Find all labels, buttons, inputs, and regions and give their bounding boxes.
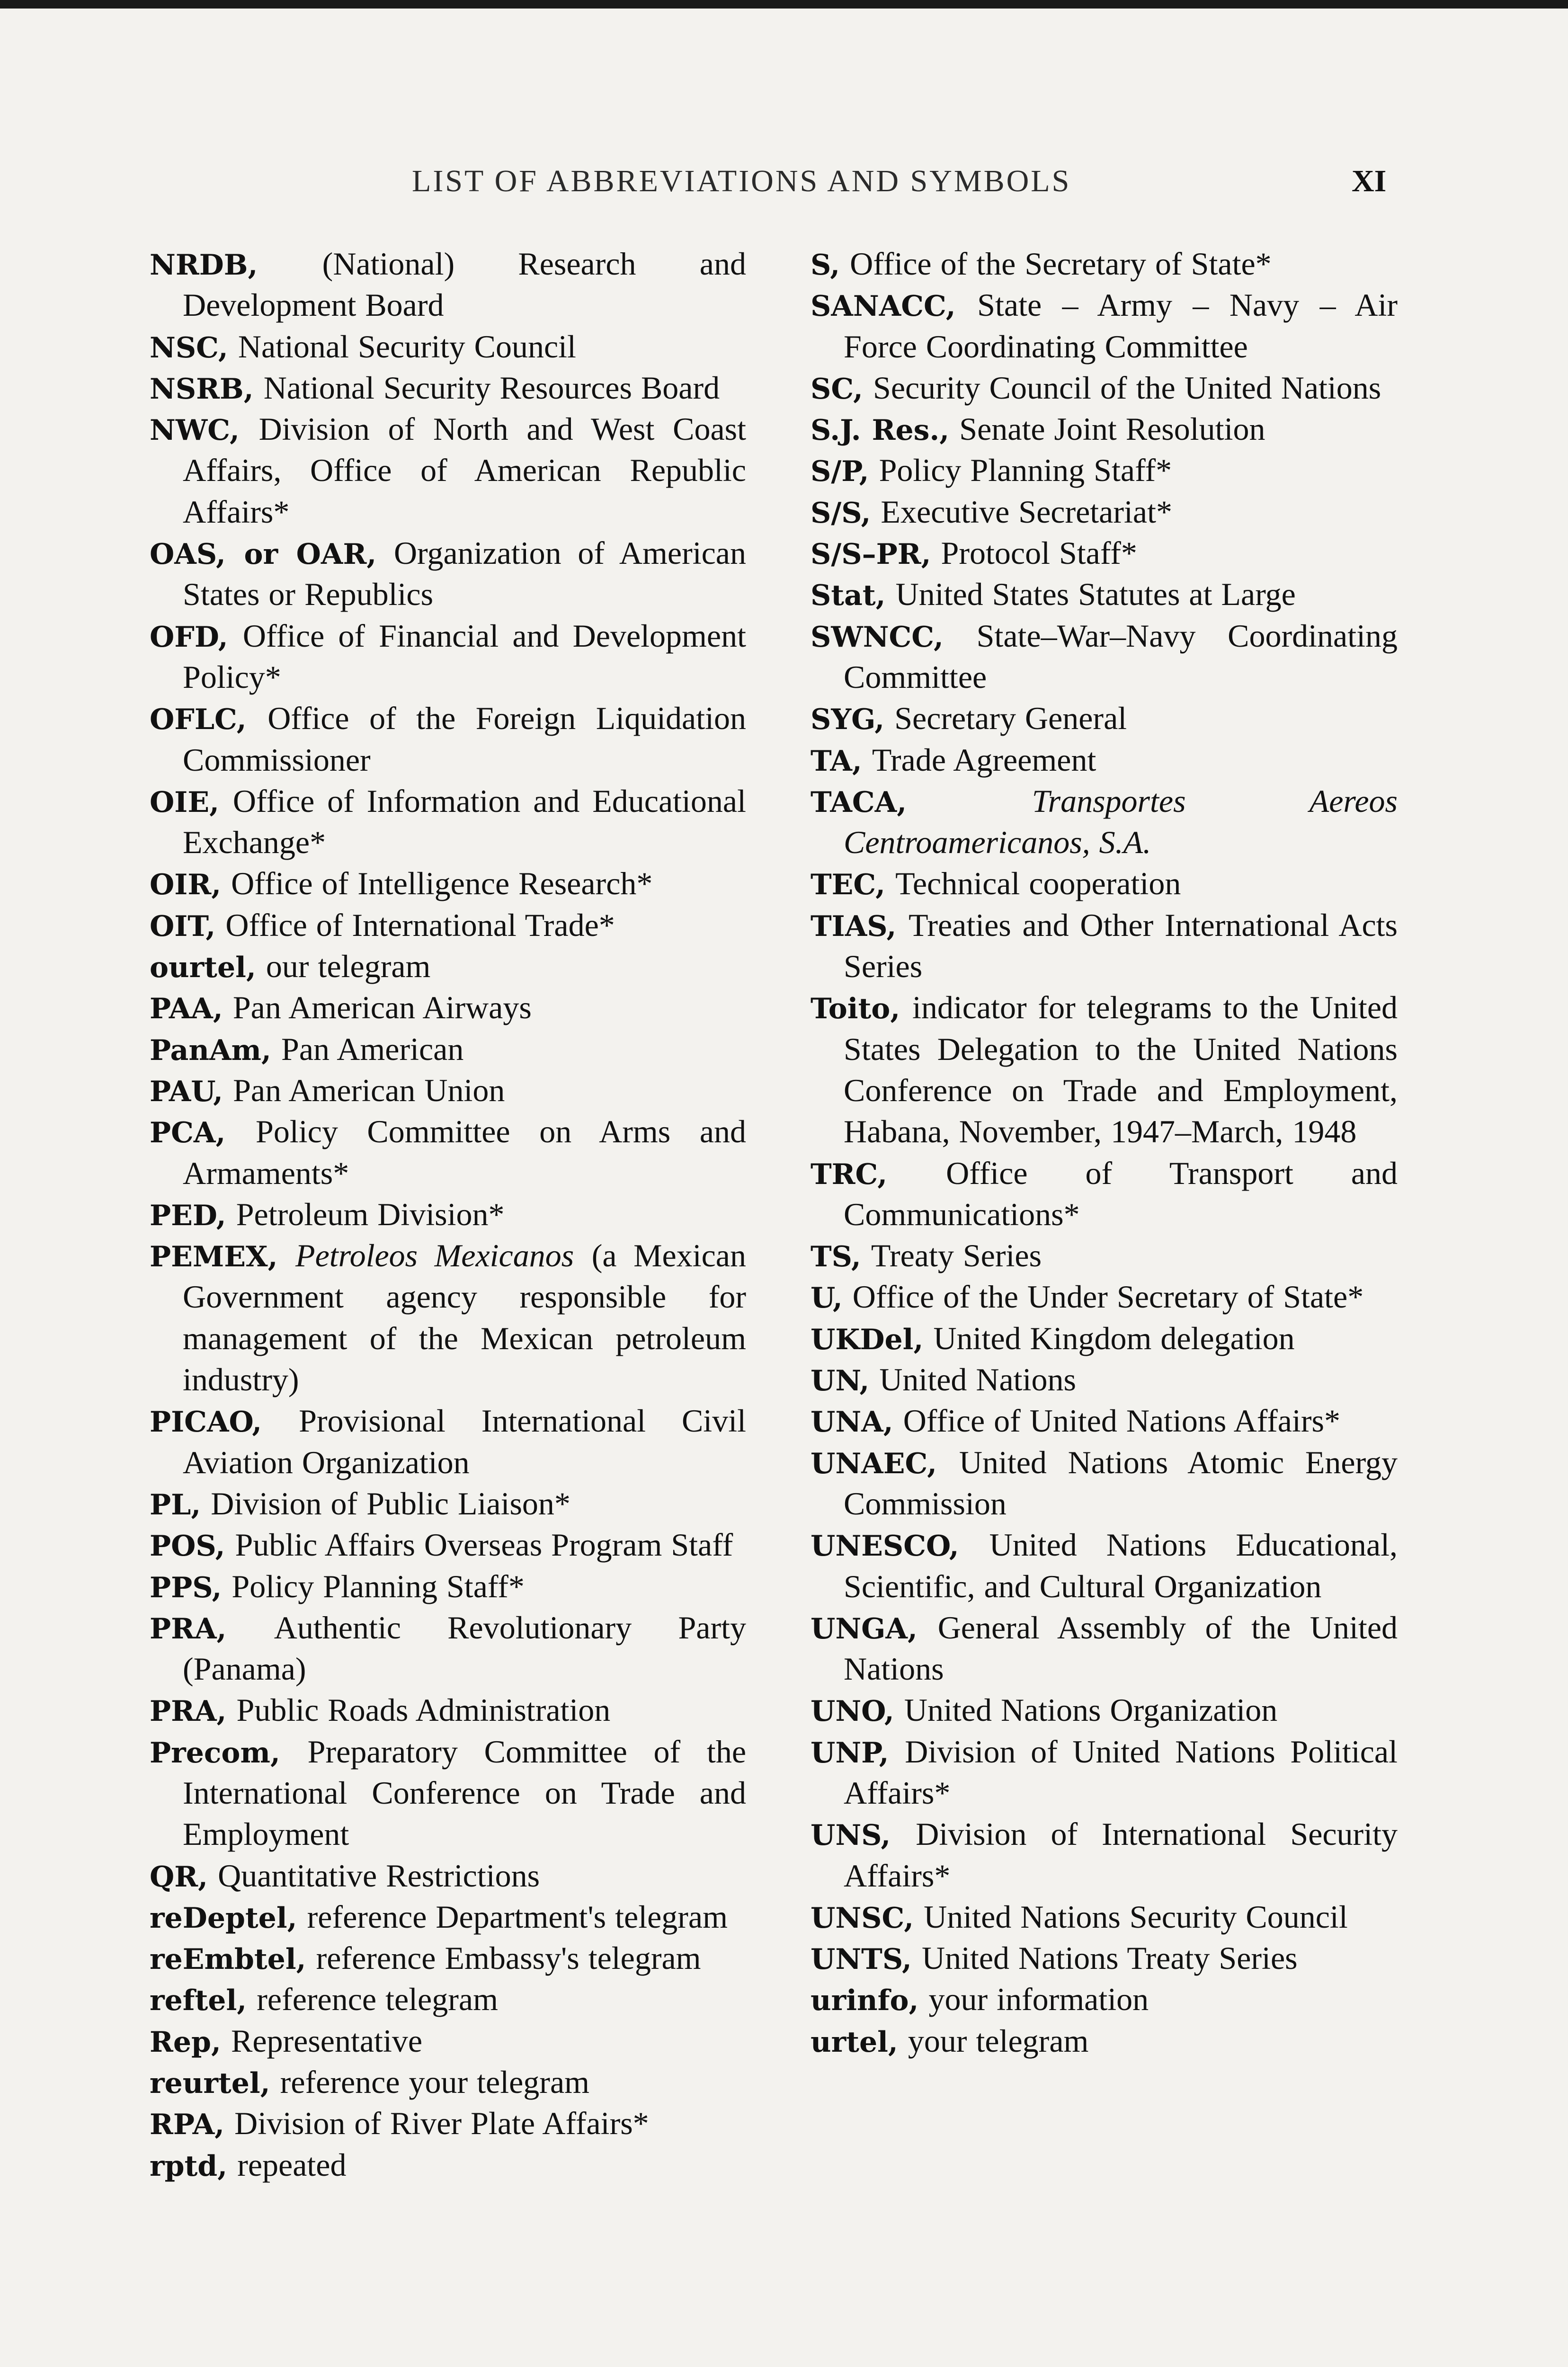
abbreviation-entry <box>150 905 746 946</box>
abbreviation-definition: our telegram <box>266 948 431 985</box>
abbreviation-definition: United Nations Atomic Energy Commission <box>844 1444 1398 1522</box>
abbreviation-term: NWC , <box>150 414 240 447</box>
abbreviation-term: OIR , <box>150 868 221 901</box>
abbreviation-definition: National Security Council <box>238 328 576 365</box>
abbreviation-entry <box>811 616 1398 699</box>
abbreviation-entry <box>150 988 746 1029</box>
abbreviation-entry <box>811 740 1398 781</box>
abbreviation-term: TIAS , <box>811 910 896 943</box>
abbreviation-term: TACA , <box>811 786 907 819</box>
abbreviation-entry <box>811 1401 1398 1442</box>
abbreviation-definition: Office of the Under Secretary of State* <box>852 1279 1364 1315</box>
abbreviation-term: UNP , <box>811 1736 889 1770</box>
page-title: LIST OF ABBREVIATIONS AND SYMBOLS <box>412 164 1071 198</box>
page-number: XI <box>1352 164 1387 198</box>
abbreviation-definition: reference telegram <box>257 1981 498 2018</box>
abbreviation-entry <box>150 698 746 781</box>
abbreviation-entry <box>150 1690 746 1731</box>
abbreviation-entry <box>811 1690 1398 1731</box>
abbreviation-definition: Division of Public Liaison* <box>211 1485 570 1522</box>
abbreviation-term: Toito , <box>811 992 900 1025</box>
abbreviation-term: SC , <box>811 373 863 406</box>
abbreviation-definition: Pan American <box>281 1031 464 1067</box>
abbreviation-entry <box>811 905 1398 988</box>
page-header <box>0 163 1568 211</box>
abbreviation-definition: Office of Financial and Development Policy* <box>183 617 746 695</box>
abbreviation-definition: Authentic Revolutionary Party (Panama) <box>183 1609 746 1687</box>
abbreviation-entry <box>150 1566 746 1608</box>
abbreviation-definition: Policy Planning Staff* <box>879 452 1172 489</box>
abbreviation-term: UNA , <box>811 1406 893 1439</box>
abbreviation-term: reEmbtel , <box>150 1943 306 1976</box>
abbreviation-term: Stat , <box>811 579 886 612</box>
left-column <box>150 244 746 2186</box>
abbreviation-entry <box>811 1938 1398 1979</box>
abbreviation-entry <box>811 2021 1398 2062</box>
abbreviation-term: QR , <box>150 1860 208 1894</box>
abbreviation-definition: Preparatory Committee of the International Conference on Trade and Employment <box>183 1733 746 1852</box>
abbreviation-definition-note: (a Mexican Government agency responsible for management of the Mexican petroleum industry) <box>183 1237 746 1398</box>
abbreviation-term: urinfo , <box>811 1984 918 2017</box>
abbreviation-definition: indicator for telegrams to the United States Delegation to the United Nations Conference on Trade and Employment, Habana, November, 1947–March, 1948 <box>844 989 1398 1150</box>
abbreviation-entry <box>150 1112 746 1194</box>
abbreviation-entry <box>150 2021 746 2062</box>
abbreviation-term: TS , <box>811 1240 861 1273</box>
abbreviation-term: rptd , <box>150 2150 227 2183</box>
abbreviation-entry <box>811 533 1398 574</box>
abbreviation-term: PL , <box>150 1488 201 1522</box>
abbreviation-entry <box>811 698 1398 739</box>
abbreviation-entry <box>150 1938 746 1979</box>
abbreviation-term: reurtel , <box>150 2067 270 2100</box>
abbreviation-term: PICAO , <box>150 1406 262 1439</box>
abbreviation-definition: Petroleos Mexicanos <box>295 1237 574 1274</box>
abbreviation-entry <box>811 1442 1398 1525</box>
abbreviation-entry <box>811 492 1398 533</box>
abbreviation-definition: United Kingdom delegation <box>933 1320 1295 1356</box>
abbreviation-entry <box>150 946 746 988</box>
abbreviation-definition: Policy Planning Staff* <box>232 1568 525 1604</box>
abbreviation-definition: Executive Secretariat* <box>881 493 1172 530</box>
abbreviation-entry <box>150 1608 746 1691</box>
abbreviation-definition: Senate Joint Resolution <box>959 411 1265 447</box>
abbreviation-term: U , <box>811 1281 843 1315</box>
abbreviation-entry <box>150 616 746 699</box>
abbreviation-definition: Policy Committee on Arms and Armaments* <box>183 1113 746 1191</box>
abbreviation-term: UNO , <box>811 1695 894 1728</box>
abbreviation-term: ourtel , <box>150 951 256 984</box>
abbreviation-term: S/S–PR , <box>811 538 931 571</box>
abbreviation-definition: Pan American Union <box>233 1072 505 1108</box>
abbreviation-entry <box>811 863 1398 905</box>
abbreviation-definition: Security Council of the United Nations <box>873 369 1381 406</box>
abbreviation-term: SWNCC , <box>811 621 944 654</box>
abbreviation-term: OIT , <box>150 910 215 943</box>
abbreviation-definition: Petroleum Division* <box>236 1196 505 1232</box>
abbreviation-definition: Division of United Nations Political Affairs* <box>844 1733 1398 1811</box>
abbreviation-entry <box>811 409 1398 450</box>
abbreviation-entry <box>150 2145 746 2186</box>
abbreviation-entry <box>150 1029 746 1070</box>
abbreviation-entry <box>150 1525 746 1566</box>
abbreviation-entry <box>150 1979 746 2020</box>
abbreviation-definition: Technical cooperation <box>895 865 1181 902</box>
abbreviation-entry <box>811 988 1398 1153</box>
abbreviation-definition: Treaty Series <box>871 1237 1042 1274</box>
abbreviation-term: reDeptel , <box>150 1902 297 1935</box>
abbreviation-entry <box>150 1732 746 1856</box>
abbreviation-entry <box>150 533 746 616</box>
abbreviation-definition: Public Affairs Overseas Program Staff <box>235 1527 733 1563</box>
abbreviation-term: UNS , <box>811 1819 891 1852</box>
abbreviation-term: OAS, or OAR , <box>150 538 376 571</box>
abbreviation-entry <box>150 1897 746 1938</box>
abbreviation-term: UNGA , <box>811 1612 918 1646</box>
abbreviation-definition: Office of the Foreign Liquidation Commissioner <box>183 700 747 778</box>
abbreviation-definition: Treaties and Other International Acts Series <box>844 907 1398 985</box>
abbreviation-term: OIE , <box>150 786 219 819</box>
abbreviation-term: PPS , <box>150 1571 222 1604</box>
abbreviation-term: urtel , <box>811 2026 898 2059</box>
abbreviation-term: UNSC , <box>811 1902 914 1935</box>
abbreviation-definition: Division of River Plate Affairs* <box>234 2105 649 2142</box>
abbreviation-term: TEC , <box>811 868 885 901</box>
abbreviation-entry <box>150 2103 746 2145</box>
abbreviation-definition: Division of North and West Coast Affairs, Office of American Republic Affairs* <box>183 411 746 530</box>
abbreviation-definition: United Nations Organization <box>904 1692 1278 1728</box>
abbreviation-definition: Office of International Trade* <box>225 907 615 943</box>
abbreviation-definition: Organization of American States or Republics <box>183 535 746 613</box>
abbreviation-term: PAA , <box>150 992 223 1025</box>
abbreviation-entry <box>811 1814 1398 1897</box>
abbreviation-entry <box>150 1236 746 1401</box>
abbreviation-entry <box>811 781 1398 864</box>
abbreviation-definition: United Nations <box>879 1361 1076 1398</box>
abbreviation-entry <box>150 1070 746 1112</box>
abbreviation-entry <box>811 1153 1398 1236</box>
abbreviation-term: PRA , <box>150 1695 226 1728</box>
abbreviation-entry <box>150 1194 746 1236</box>
abbreviation-definition: reference Department's telegram <box>307 1898 728 1935</box>
abbreviation-entry <box>150 863 746 905</box>
abbreviation-entry <box>811 1277 1398 1318</box>
abbreviation-entry <box>150 1484 746 1525</box>
abbreviation-entry <box>811 368 1398 409</box>
abbreviation-term: PRA , <box>150 1612 226 1646</box>
abbreviation-entry <box>811 1360 1398 1401</box>
abbreviation-definition: repeated <box>237 2146 347 2183</box>
abbreviation-entry <box>150 244 746 327</box>
abbreviation-definition: Quantitative Restrictions <box>218 1857 540 1894</box>
abbreviation-definition: Representative <box>231 2022 423 2059</box>
abbreviation-definition: your telegram <box>908 2022 1089 2059</box>
abbreviation-definition: State–War–Navy Coordinating Committee <box>844 617 1398 695</box>
abbreviation-definition: United Nations Educational, Scientific, and Cultural Organization <box>844 1527 1398 1604</box>
abbreviation-entry <box>811 1608 1398 1691</box>
abbreviation-term: SANACC , <box>811 290 956 323</box>
abbreviation-entry <box>811 1525 1398 1608</box>
abbreviation-entry <box>150 1856 746 1897</box>
abbreviation-definition: Protocol Staff* <box>941 535 1137 571</box>
abbreviation-definition: Trade Agreement <box>872 741 1096 778</box>
abbreviation-definition: Office of United Nations Affairs* <box>903 1403 1340 1439</box>
abbreviation-term: POS , <box>150 1530 225 1563</box>
abbreviation-term: reftel , <box>150 1984 247 2017</box>
abbreviation-term: UNTS , <box>811 1943 912 1976</box>
abbreviation-term: TRC , <box>811 1158 887 1191</box>
abbreviation-definition: Office of Transport and Communications* <box>844 1155 1398 1232</box>
abbreviation-entry <box>811 285 1398 368</box>
abbreviation-term: PanAm , <box>150 1034 271 1067</box>
abbreviation-term: Precom , <box>150 1736 280 1770</box>
abbreviation-definition: General Assembly of the United Nations <box>844 1609 1398 1687</box>
abbreviation-term: RPA , <box>150 2108 224 2141</box>
abbreviation-definition: (National) Research and Development Board <box>183 246 746 323</box>
abbreviation-definition: Transportes Aereos Centroamericanos, S.A. <box>844 783 1398 861</box>
abbreviation-definition: Office of the Secretary of State* <box>850 246 1272 282</box>
abbreviation-entry <box>811 574 1398 615</box>
abbreviation-term: NSRB , <box>150 373 254 406</box>
abbreviation-term: Rep , <box>150 2026 221 2059</box>
abbreviation-definition: United Nations Security Council <box>924 1898 1348 1935</box>
abbreviation-definition: United Nations Treaty Series <box>921 1940 1298 1976</box>
abbreviation-term: SYG , <box>811 703 884 736</box>
abbreviation-entry <box>811 244 1398 285</box>
abbreviation-term: TA , <box>811 745 862 778</box>
abbreviation-definition: Secretary General <box>894 700 1127 737</box>
abbreviation-term: S/P , <box>811 455 869 488</box>
abbreviation-definition: Office of Intelligence Research* <box>231 865 653 902</box>
abbreviation-term: S.J. Res. , <box>811 414 949 447</box>
abbreviation-entry <box>150 2062 746 2103</box>
abbreviation-term: PAU , <box>150 1075 223 1108</box>
abbreviation-entry <box>811 1979 1398 2020</box>
abbreviation-term: PCA , <box>150 1116 225 1149</box>
abbreviation-definition: Pan American Airways <box>232 989 532 1026</box>
abbreviation-term: UNAEC , <box>811 1447 937 1480</box>
abbreviation-definition: Provisional International Civil Aviation Organization <box>183 1403 746 1480</box>
abbreviation-term: S/S , <box>811 497 871 530</box>
abbreviation-entry <box>150 368 746 409</box>
abbreviation-term: S , <box>811 249 840 282</box>
abbreviation-entry <box>150 781 746 864</box>
abbreviation-definition: reference your telegram <box>280 2064 590 2100</box>
abbreviation-definition: Public Roads Administration <box>236 1692 611 1728</box>
abbreviation-definition: State – Army – Navy – Air Force Coordinating Committee <box>844 287 1398 365</box>
abbreviation-term: NRDB , <box>150 249 258 282</box>
abbreviation-term: NSC , <box>150 331 228 365</box>
abbreviation-term: UNESCO , <box>811 1530 959 1563</box>
abbreviation-term: UKDel , <box>811 1323 923 1356</box>
abbreviation-entry <box>811 450 1398 491</box>
abbreviation-term: PEMEX , <box>150 1240 277 1273</box>
right-column <box>811 244 1398 2062</box>
abbreviation-definition: United States Statutes at Large <box>895 576 1296 613</box>
abbreviation-term: PED , <box>150 1199 226 1232</box>
abbreviation-entry <box>811 1318 1398 1360</box>
abbreviation-definition: reference Embassy's telegram <box>316 1940 701 1976</box>
abbreviation-entry <box>150 1401 746 1484</box>
abbreviation-entry <box>150 409 746 533</box>
abbreviation-term: OFD , <box>150 621 228 654</box>
abbreviation-definition: National Security Resources Board <box>263 369 720 406</box>
abbreviation-entry <box>150 327 746 368</box>
abbreviation-definition: your information <box>928 1981 1149 2018</box>
abbreviation-term: UN , <box>811 1364 869 1397</box>
abbreviation-entry <box>811 1897 1398 1938</box>
abbreviation-term: OFLC , <box>150 703 247 736</box>
top-edge-rule <box>0 0 1568 9</box>
abbreviation-definition: Office of Information and Educational Exchange* <box>183 783 746 861</box>
abbreviation-entry <box>811 1732 1398 1815</box>
abbreviation-definition: Division of International Security Affairs* <box>844 1816 1398 1894</box>
abbreviation-entry <box>811 1236 1398 1277</box>
